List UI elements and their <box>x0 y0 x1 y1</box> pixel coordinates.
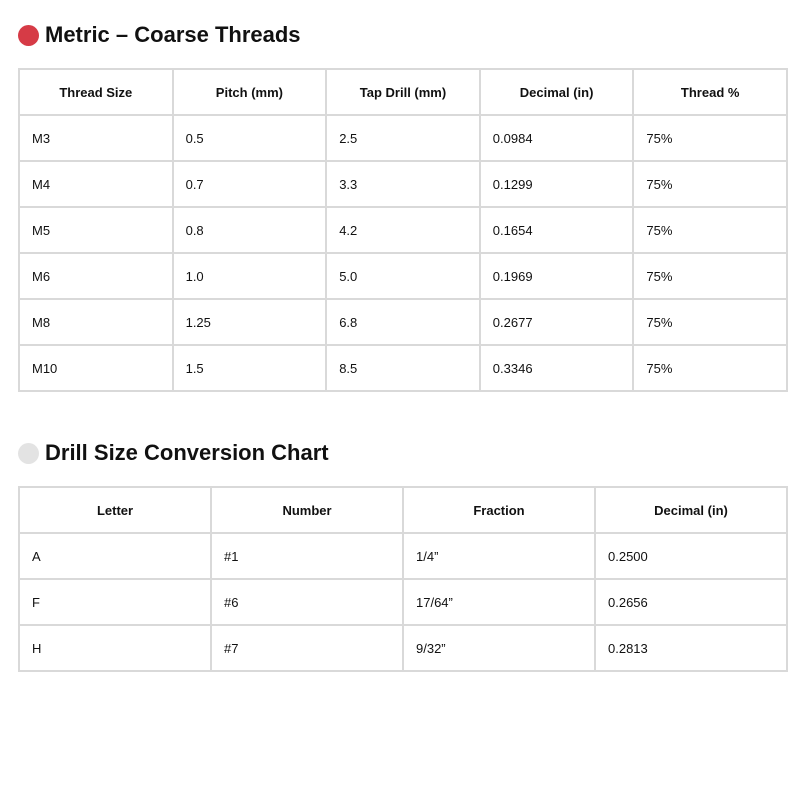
table-header-row <box>19 69 787 115</box>
drill-section-heading <box>18 436 329 470</box>
table-row <box>19 253 787 299</box>
drill-size-conversion-table <box>18 486 788 672</box>
column-header-tap-drill: Tap Drill (mm) <box>326 69 480 115</box>
table-cell: M8 <box>19 299 173 345</box>
table-cell: #7 <box>211 625 403 671</box>
table-cell: 8.5 <box>326 345 480 391</box>
table-cell: #6 <box>211 579 403 625</box>
table-cell: 0.2656 <box>595 579 787 625</box>
table-cell: 0.7 <box>173 161 327 207</box>
table-cell: 5.0 <box>326 253 480 299</box>
table-cell: 17/64” <box>403 579 595 625</box>
gray-circle-icon <box>18 443 39 464</box>
table-row <box>19 345 787 391</box>
column-header-fraction: Fraction <box>403 487 595 533</box>
table-row <box>19 299 787 345</box>
table-cell: 75% <box>633 161 787 207</box>
table-cell: #1 <box>211 533 403 579</box>
table-cell: F <box>19 579 211 625</box>
table-row <box>19 625 787 671</box>
table-cell: 0.8 <box>173 207 327 253</box>
table-cell: 0.3346 <box>480 345 634 391</box>
table-row <box>19 579 787 625</box>
column-header-letter: Letter <box>19 487 211 533</box>
column-header-decimal: Decimal (in) <box>480 69 634 115</box>
table-cell: 1.25 <box>173 299 327 345</box>
table-cell: M6 <box>19 253 173 299</box>
table-cell: 75% <box>633 253 787 299</box>
table-cell: 1.0 <box>173 253 327 299</box>
table-cell: 9/32” <box>403 625 595 671</box>
metric-section-heading <box>18 18 301 52</box>
table-row <box>19 533 787 579</box>
column-header-decimal: Decimal (in) <box>595 487 787 533</box>
column-header-number: Number <box>211 487 403 533</box>
table-cell: 1/4” <box>403 533 595 579</box>
table-cell: 0.1969 <box>480 253 634 299</box>
table-cell: 1.5 <box>173 345 327 391</box>
table-cell: 0.2677 <box>480 299 634 345</box>
table-cell: H <box>19 625 211 671</box>
table-cell: M3 <box>19 115 173 161</box>
drill-section-title: Drill Size Conversion Chart <box>45 440 329 465</box>
table-cell: 0.1299 <box>480 161 634 207</box>
table-cell: 75% <box>633 299 787 345</box>
table-cell: 75% <box>633 207 787 253</box>
table-row <box>19 115 787 161</box>
table-row <box>19 207 787 253</box>
table-cell: M10 <box>19 345 173 391</box>
table-cell: 2.5 <box>326 115 480 161</box>
table-cell: A <box>19 533 211 579</box>
table-cell: M5 <box>19 207 173 253</box>
metric-coarse-threads-table <box>18 68 788 392</box>
table-cell: M4 <box>19 161 173 207</box>
table-row <box>19 161 787 207</box>
table-cell: 75% <box>633 115 787 161</box>
table-cell: 0.1654 <box>480 207 634 253</box>
table-cell: 0.5 <box>173 115 327 161</box>
table-cell: 6.8 <box>326 299 480 345</box>
column-header-thread-percent: Thread % <box>633 69 787 115</box>
table-cell: 0.2813 <box>595 625 787 671</box>
table-cell: 3.3 <box>326 161 480 207</box>
red-circle-icon <box>18 25 39 46</box>
table-cell: 0.2500 <box>595 533 787 579</box>
table-cell: 4.2 <box>326 207 480 253</box>
table-cell: 75% <box>633 345 787 391</box>
metric-section-title: Metric – Coarse Threads <box>45 22 301 47</box>
table-cell: 0.0984 <box>480 115 634 161</box>
column-header-pitch: Pitch (mm) <box>173 69 327 115</box>
column-header-thread-size: Thread Size <box>19 69 173 115</box>
table-header-row <box>19 487 787 533</box>
